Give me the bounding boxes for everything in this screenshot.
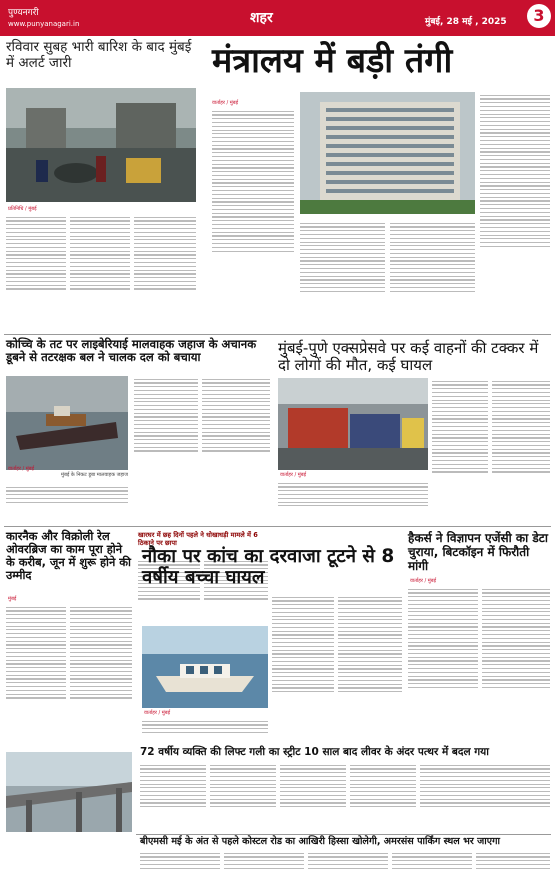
hackers-headline: हैकर्स ने विज्ञापन एजेंसी का डेटा चुराया, बिटकॉइन में फिरौती मांगी — [408, 531, 548, 573]
kochi-headline: कोच्चि के तट पर लाइबेरियाई मालवाहक जहाज के अचानक डूबने से तटरक्षक बल ने चालक दल को बचाया — [6, 337, 257, 365]
rain-headline: रविवार सुबह भारी बारिश के बाद मुंबई में अलर्ट जारी — [6, 39, 192, 71]
expressway-headline: मुंबई-पुणे एक्सप्रेसवे पर कई वाहनों की टक्कर में दो लोगों की मौत, कई घायल — [278, 339, 539, 375]
expressway-photo — [278, 378, 428, 470]
rain-byline: प्रतिनिधि / मुंबई — [8, 206, 37, 212]
expressway-byline: वार्ताहर / मुंबई — [280, 472, 307, 478]
elderly-text-col-4 — [350, 762, 416, 830]
kochi-text-below — [6, 484, 128, 514]
page-number: 3 — [527, 4, 551, 28]
karnak-byline: मुंबई — [8, 596, 17, 602]
karnak-text-col-1 — [6, 604, 66, 748]
boat-headline: नौका पर कांच का दरवाजा टूटने से 8 वर्षीय बच्चा घायल — [142, 546, 395, 589]
mantralaya-text-col-4 — [480, 92, 550, 328]
bmc-text-col-4 — [392, 850, 472, 880]
expressway-text-col-2 — [492, 378, 550, 522]
issue-date: मुंबई, 28 मई , 2025 — [425, 17, 507, 27]
section-title: शहर — [250, 10, 273, 26]
kochi-photo — [6, 376, 128, 470]
expressway-text-below — [278, 480, 428, 522]
bmc-headline: बीएमसी मई के अंत से पहले कोस्टल रोड का आखिरी हिस्सा खोलेगी, अमरसंस पार्किंग स्थल भर जाएगा — [140, 836, 500, 847]
boat-text-col-2 — [338, 594, 402, 742]
kochi-text-col-1 — [134, 376, 198, 486]
mantralaya-text-col-1 — [212, 108, 294, 328]
mantralaya-text-col-3 — [390, 220, 475, 328]
bmc-text-col-2 — [224, 850, 304, 880]
masthead — [0, 0, 555, 36]
bmc-text-col-5 — [476, 850, 550, 880]
boat-text-below — [142, 718, 268, 742]
rain-photo — [6, 88, 196, 202]
elderly-text-col-3 — [280, 762, 346, 830]
hackers-text-col-1 — [408, 586, 478, 742]
karnak-bridge-photo — [6, 752, 132, 832]
elderly-text-col-5 — [420, 762, 550, 830]
kochi-caption: मुंबई के निकट डूबा मालवाहक जहाज — [61, 472, 128, 478]
hackers-byline: वार्ताहर / मुंबई — [410, 578, 437, 584]
rain-text-col-2 — [70, 214, 130, 324]
kochi-text-col-2 — [202, 376, 270, 486]
karnak-text-col-2 — [70, 604, 132, 748]
newspaper-brand: पुण्यनगरी — [8, 8, 39, 18]
elderly-headline: 72 वर्षीय व्यक्ति की लिफ्ट गली का स्ट्रीट 10 साल बाद लीवर के अंदर पत्थर में बदल गया — [140, 746, 489, 758]
mantralaya-headline: मंत्रालय में बड़ी तंगी — [212, 41, 453, 81]
kharghar-headline: खारघर में छह दिनों पहले ने धोखाधड़ी मामले में 6 ठिकाने पर छापा — [138, 531, 258, 547]
hackers-text-col-2 — [482, 586, 550, 742]
boat-text-col-1 — [272, 594, 334, 742]
newspaper-url[interactable]: www.punyanagari.in — [8, 20, 80, 28]
elderly-text-col-1 — [140, 762, 206, 830]
divider-1 — [4, 334, 551, 335]
kochi-byline: वार्ताहर / मुंबई — [8, 466, 35, 472]
rain-text-col-1 — [6, 214, 66, 324]
boat-byline: वार्ताहर / मुंबई — [144, 710, 171, 716]
boat-photo — [142, 626, 268, 708]
bmc-text-col-3 — [308, 850, 388, 880]
bmc-text-col-1 — [140, 850, 220, 880]
rain-text-col-3 — [134, 214, 196, 324]
mantralaya-photo — [300, 92, 475, 214]
expressway-text-col-1 — [432, 378, 488, 522]
elderly-text-col-2 — [210, 762, 276, 830]
divider-3 — [136, 834, 551, 835]
divider-2 — [4, 526, 551, 527]
mantralaya-byline: वार्ताहर / मुंबई — [212, 100, 239, 106]
karnak-headline: कारनैक और विक्रोली रेल ओवरब्रिज का काम पूरा होने के करीब, जून में शुरू होने की उम्मीद — [6, 529, 131, 583]
mantralaya-text-col-2 — [300, 220, 385, 328]
